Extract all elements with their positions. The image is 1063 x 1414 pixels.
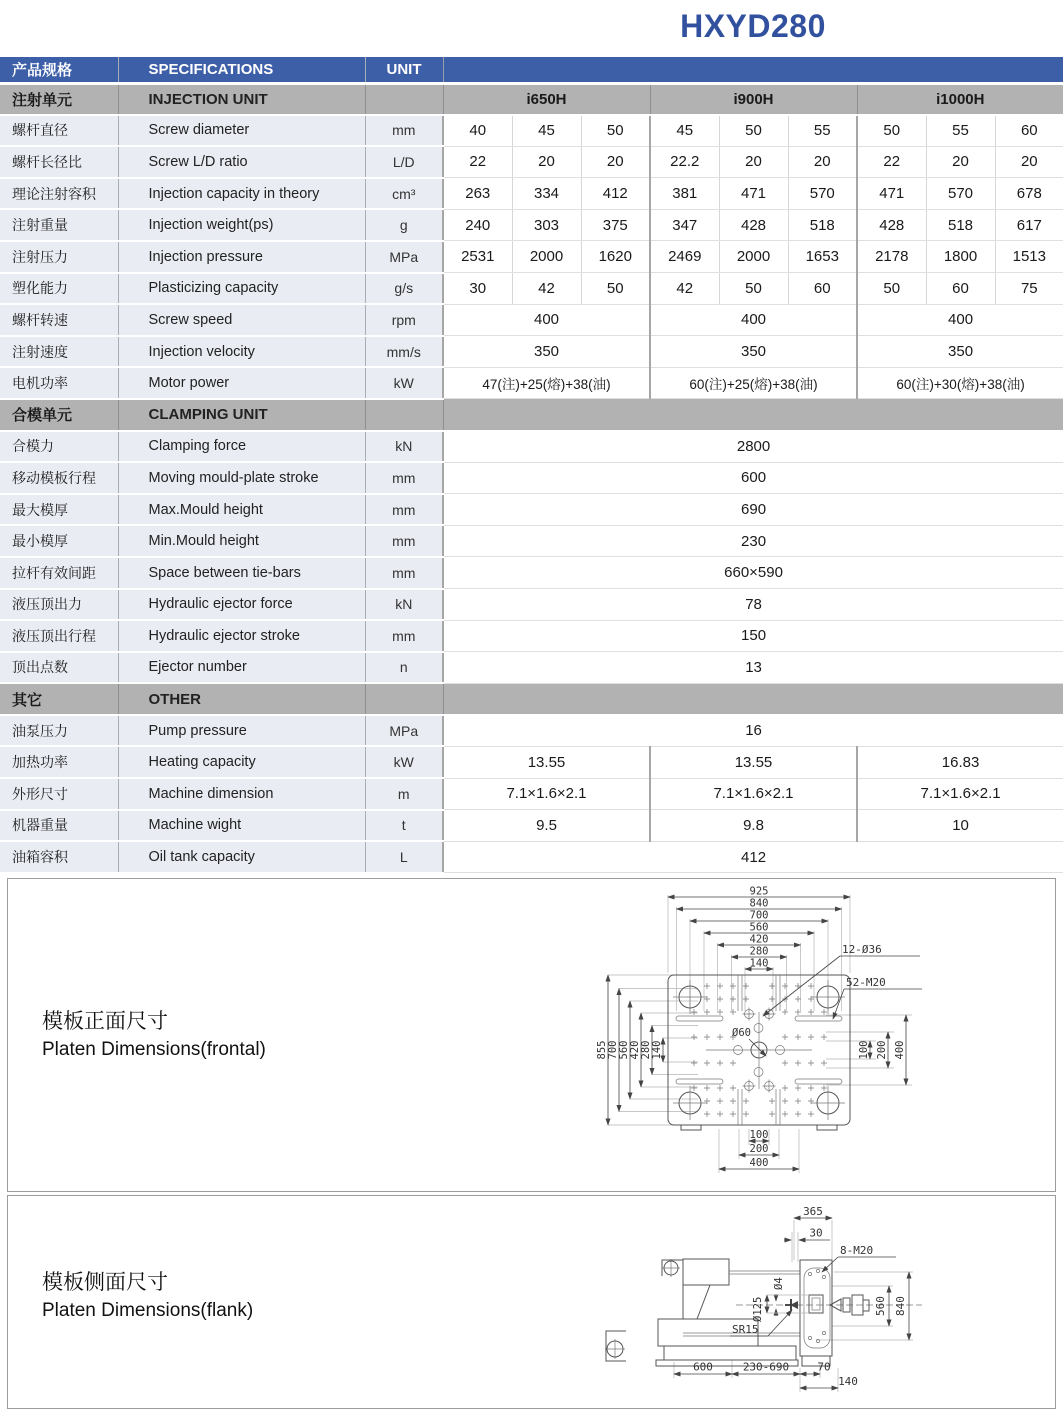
value-cell: 75 bbox=[995, 273, 1063, 305]
value-cell: 2531 bbox=[443, 241, 512, 273]
table-row bbox=[0, 620, 1063, 652]
value-cell: 570 bbox=[926, 178, 995, 210]
header-spacer bbox=[443, 57, 1063, 83]
value-cell: 45 bbox=[650, 115, 719, 147]
spec-label-en: Clamping force bbox=[118, 431, 365, 463]
value-cell: 40 bbox=[443, 115, 512, 147]
section-en: OTHER bbox=[118, 683, 365, 715]
unit-cell: rpm bbox=[365, 304, 443, 336]
value-cell: 2469 bbox=[650, 241, 719, 273]
flank-label bbox=[42, 1268, 253, 1324]
value-cell: 60 bbox=[788, 273, 857, 305]
unit-cell: n bbox=[365, 652, 443, 684]
model-header-i900h: i900H bbox=[650, 83, 857, 115]
flank-title-en: Platen Dimensions(flank) bbox=[42, 1299, 254, 1321]
value-cell: 660×590 bbox=[443, 557, 1063, 589]
value-cell: 20 bbox=[581, 146, 650, 178]
value-cell: 13.55 bbox=[650, 746, 857, 778]
spec-label-cn: 螺杆转速 bbox=[0, 304, 118, 336]
value-cell: 20 bbox=[995, 146, 1063, 178]
center-hole-callout: Ø60 bbox=[732, 1026, 751, 1039]
dim-label: Ø125 bbox=[752, 1296, 764, 1322]
value-cell: 78 bbox=[443, 589, 1063, 621]
dim-label: 840 bbox=[894, 1295, 907, 1316]
unit-cell: mm bbox=[365, 115, 443, 147]
spec-label-cn: 外形尺寸 bbox=[0, 778, 118, 810]
value-cell: 412 bbox=[581, 178, 650, 210]
dimension-labels bbox=[596, 885, 906, 1169]
empty-cell bbox=[365, 399, 443, 431]
spec-label-cn: 螺杆直径 bbox=[0, 115, 118, 147]
table-header-row bbox=[0, 57, 1063, 83]
unit-cell: kN bbox=[365, 589, 443, 621]
frontal-title-en: Platen Dimensions(frontal) bbox=[42, 1038, 266, 1060]
spec-label-en: Hydraulic ejector force bbox=[118, 589, 365, 621]
value-cell: 400 bbox=[857, 304, 1063, 336]
table-row bbox=[0, 146, 1063, 178]
value-cell: 7.1×1.6×2.1 bbox=[650, 778, 857, 810]
value-cell: 2000 bbox=[512, 241, 581, 273]
spec-label-en: Screw speed bbox=[118, 304, 365, 336]
spec-label-en: Space between tie-bars bbox=[118, 557, 365, 589]
spec-label-cn: 液压顶出力 bbox=[0, 589, 118, 621]
value-cell: 428 bbox=[857, 209, 926, 241]
spec-label-en: Plasticizing capacity bbox=[118, 273, 365, 305]
empty-cell bbox=[443, 399, 1063, 431]
value-cell: 22 bbox=[857, 146, 926, 178]
spec-label-en: Oil tank capacity bbox=[118, 841, 365, 873]
value-cell: 1620 bbox=[581, 241, 650, 273]
value-cell: 50 bbox=[719, 273, 788, 305]
unit-cell: kN bbox=[365, 431, 443, 463]
unit-cell: t bbox=[365, 810, 443, 842]
value-cell: 55 bbox=[926, 115, 995, 147]
spec-label-en: Moving mould-plate stroke bbox=[118, 462, 365, 494]
spec-label-cn: 塑化能力 bbox=[0, 273, 118, 305]
spec-label-en: Machine dimension bbox=[118, 778, 365, 810]
tapped-holes-callout: 8-M20 bbox=[840, 1243, 874, 1257]
flank-drawing-panel bbox=[7, 1195, 1056, 1409]
value-cell: 428 bbox=[719, 209, 788, 241]
spec-label-en: Pump pressure bbox=[118, 715, 365, 747]
empty-cell bbox=[443, 683, 1063, 715]
dim-label: 700 bbox=[607, 1040, 619, 1060]
value-cell: 9.8 bbox=[650, 810, 857, 842]
value-cell: 42 bbox=[512, 273, 581, 305]
table-row bbox=[0, 841, 1063, 873]
unit-cell: kW bbox=[365, 746, 443, 778]
value-cell: 13 bbox=[443, 652, 1063, 684]
frontal-drawing-panel bbox=[7, 878, 1056, 1192]
table-row bbox=[0, 715, 1063, 747]
value-cell: 375 bbox=[581, 209, 650, 241]
value-cell: 471 bbox=[719, 178, 788, 210]
table-row bbox=[0, 304, 1063, 336]
flank-drawing-svg bbox=[586, 1202, 1006, 1402]
table-row bbox=[0, 115, 1063, 147]
spec-label-cn: 拉杆有效间距 bbox=[0, 557, 118, 589]
value-cell: 2178 bbox=[857, 241, 926, 273]
dim-label: 30 bbox=[809, 1226, 823, 1240]
value-cell: 400 bbox=[443, 304, 650, 336]
unit-cell: mm bbox=[365, 525, 443, 557]
dim-label: 560 bbox=[874, 1295, 887, 1316]
value-cell: 10 bbox=[857, 810, 1063, 842]
section-cn: 注射单元 bbox=[0, 83, 118, 115]
dim-label: 700 bbox=[749, 909, 769, 922]
value-cell: 42 bbox=[650, 273, 719, 305]
value-cell: 600 bbox=[443, 462, 1063, 494]
spec-label-en: Motor power bbox=[118, 367, 365, 399]
dim-label: 200 bbox=[876, 1040, 888, 1060]
unit-cell: m bbox=[365, 778, 443, 810]
spec-label-cn: 加热功率 bbox=[0, 746, 118, 778]
table-row bbox=[0, 778, 1063, 810]
empty-cell bbox=[365, 83, 443, 115]
table-row bbox=[0, 525, 1063, 557]
spec-label-cn: 移动模板行程 bbox=[0, 462, 118, 494]
value-cell: 50 bbox=[581, 115, 650, 147]
value-cell: 350 bbox=[857, 336, 1063, 368]
spec-label-cn: 注射重量 bbox=[0, 209, 118, 241]
header-unit: UNIT bbox=[365, 57, 443, 83]
dim-label: 200 bbox=[749, 1142, 769, 1155]
value-cell: 1653 bbox=[788, 241, 857, 273]
dim-label: 420 bbox=[629, 1040, 641, 1060]
dim-label: 100 bbox=[749, 1128, 769, 1141]
unit-cell: MPa bbox=[365, 241, 443, 273]
spec-label-cn: 螺杆长径比 bbox=[0, 146, 118, 178]
dim-label: 140 bbox=[651, 1040, 663, 1060]
spec-label-cn: 最大模厚 bbox=[0, 494, 118, 526]
dim-label: 600 bbox=[693, 1360, 713, 1374]
value-cell: 2000 bbox=[719, 241, 788, 273]
value-cell: 20 bbox=[719, 146, 788, 178]
dim-label: Ø4 bbox=[773, 1277, 785, 1290]
unit-cell: L bbox=[365, 841, 443, 873]
dim-label: 855 bbox=[596, 1040, 608, 1060]
value-cell: 7.1×1.6×2.1 bbox=[857, 778, 1063, 810]
spec-label-cn: 油箱容积 bbox=[0, 841, 118, 873]
spec-label-en: Screw diameter bbox=[118, 115, 365, 147]
table-row bbox=[0, 273, 1063, 305]
value-cell: 60 bbox=[926, 273, 995, 305]
spec-label-en: Injection weight(ps) bbox=[118, 209, 365, 241]
spec-label-en: Heating capacity bbox=[118, 746, 365, 778]
value-cell: 13.55 bbox=[443, 746, 650, 778]
dim-label: 420 bbox=[749, 933, 769, 946]
spec-label-en: Max.Mould height bbox=[118, 494, 365, 526]
spec-label-en: Hydraulic ejector stroke bbox=[118, 620, 365, 652]
dim-label: 70 bbox=[817, 1360, 831, 1374]
section-row-clamping bbox=[0, 399, 1063, 431]
unit-cell: kW bbox=[365, 367, 443, 399]
frontal-title-cn: 模板正面尺寸 bbox=[42, 1009, 168, 1033]
value-cell: 1800 bbox=[926, 241, 995, 273]
spec-label-cn: 液压顶出行程 bbox=[0, 620, 118, 652]
value-cell: 381 bbox=[650, 178, 719, 210]
dim-label: 280 bbox=[640, 1040, 652, 1060]
value-cell: 20 bbox=[512, 146, 581, 178]
dim-label: 365 bbox=[803, 1204, 823, 1218]
value-cell: 60 bbox=[995, 115, 1063, 147]
value-cell: 347 bbox=[650, 209, 719, 241]
value-cell: 1513 bbox=[995, 241, 1063, 273]
section-row-injection bbox=[0, 83, 1063, 115]
value-cell: 690 bbox=[443, 494, 1063, 526]
table-row bbox=[0, 178, 1063, 210]
table-row bbox=[0, 462, 1063, 494]
table-row bbox=[0, 209, 1063, 241]
section-en: INJECTION UNIT bbox=[118, 83, 365, 115]
dim-label: 400 bbox=[894, 1040, 906, 1060]
tie-bar-holes-callout: 12-Ø36 bbox=[842, 942, 882, 956]
value-cell: 60(注)+30(熔)+38(油) bbox=[857, 367, 1063, 399]
value-cell: 50 bbox=[857, 273, 926, 305]
value-cell: 518 bbox=[788, 209, 857, 241]
dim-label: 140 bbox=[838, 1374, 858, 1388]
unit-cell: L/D bbox=[365, 146, 443, 178]
section-row-other bbox=[0, 683, 1063, 715]
table-row bbox=[0, 336, 1063, 368]
page-title: HXYD280 bbox=[680, 8, 826, 44]
spec-label-en: Min.Mould height bbox=[118, 525, 365, 557]
spec-label-cn: 合模力 bbox=[0, 431, 118, 463]
spec-label-cn: 注射速度 bbox=[0, 336, 118, 368]
value-cell: 230 bbox=[443, 525, 1063, 557]
value-cell: 570 bbox=[788, 178, 857, 210]
header-specifications: SPECIFICATIONS bbox=[118, 57, 365, 83]
spec-label-en: Screw L/D ratio bbox=[118, 146, 365, 178]
value-cell: 617 bbox=[995, 209, 1063, 241]
model-header-i650h: i650H bbox=[443, 83, 650, 115]
value-cell: 9.5 bbox=[443, 810, 650, 842]
title-bar bbox=[0, 0, 1063, 57]
dim-label: 560 bbox=[618, 1040, 630, 1060]
value-cell: 60(注)+25(熔)+38(油) bbox=[650, 367, 857, 399]
table-row bbox=[0, 652, 1063, 684]
value-cell: 16.83 bbox=[857, 746, 1063, 778]
spec-label-cn: 油泵压力 bbox=[0, 715, 118, 747]
dim-label: 280 bbox=[749, 945, 769, 958]
value-cell: 263 bbox=[443, 178, 512, 210]
radius-callout: SR15 bbox=[732, 1322, 759, 1336]
frontal-label bbox=[42, 1007, 266, 1063]
value-cell: 50 bbox=[581, 273, 650, 305]
value-cell: 50 bbox=[719, 115, 788, 147]
value-cell: 45 bbox=[512, 115, 581, 147]
value-cell: 20 bbox=[926, 146, 995, 178]
value-cell: 20 bbox=[788, 146, 857, 178]
unit-cell: mm/s bbox=[365, 336, 443, 368]
spec-label-cn: 机器重量 bbox=[0, 810, 118, 842]
value-cell: 150 bbox=[443, 620, 1063, 652]
dim-label: 140 bbox=[749, 957, 769, 970]
value-cell: 350 bbox=[650, 336, 857, 368]
spec-label-en: Injection pressure bbox=[118, 241, 365, 273]
unit-cell: cm³ bbox=[365, 178, 443, 210]
value-cell: 50 bbox=[857, 115, 926, 147]
value-cell: 412 bbox=[443, 841, 1063, 873]
spec-label-en: Ejector number bbox=[118, 652, 365, 684]
value-cell: 400 bbox=[650, 304, 857, 336]
table-row bbox=[0, 367, 1063, 399]
unit-cell: g bbox=[365, 209, 443, 241]
value-cell: 22 bbox=[443, 146, 512, 178]
section-cn: 其它 bbox=[0, 683, 118, 715]
dim-label: 925 bbox=[749, 885, 769, 898]
value-cell: 678 bbox=[995, 178, 1063, 210]
value-cell: 240 bbox=[443, 209, 512, 241]
table-row bbox=[0, 810, 1063, 842]
section-cn: 合模单元 bbox=[0, 399, 118, 431]
spec-label-en: Machine wight bbox=[118, 810, 365, 842]
spec-label-en: Injection capacity in theory bbox=[118, 178, 365, 210]
value-cell: 471 bbox=[857, 178, 926, 210]
dim-label: 400 bbox=[749, 1156, 769, 1169]
frontal-drawing-svg bbox=[586, 883, 1006, 1189]
value-cell: 2800 bbox=[443, 431, 1063, 463]
value-cell: 55 bbox=[788, 115, 857, 147]
unit-cell: mm bbox=[365, 462, 443, 494]
unit-cell: MPa bbox=[365, 715, 443, 747]
dim-label: 560 bbox=[749, 921, 769, 934]
spec-label-en: Injection velocity bbox=[118, 336, 365, 368]
unit-cell: mm bbox=[365, 620, 443, 652]
spec-label-cn: 顶出点数 bbox=[0, 652, 118, 684]
unit-cell: mm bbox=[365, 557, 443, 589]
unit-cell: g/s bbox=[365, 273, 443, 305]
table-row bbox=[0, 494, 1063, 526]
dim-label: 840 bbox=[749, 897, 769, 910]
table-row bbox=[0, 431, 1063, 463]
value-cell: 303 bbox=[512, 209, 581, 241]
specifications-table bbox=[0, 57, 1063, 874]
spec-label-cn: 注射压力 bbox=[0, 241, 118, 273]
table-row bbox=[0, 241, 1063, 273]
value-cell: 16 bbox=[443, 715, 1063, 747]
value-cell: 22.2 bbox=[650, 146, 719, 178]
value-cell: 334 bbox=[512, 178, 581, 210]
value-cell: 350 bbox=[443, 336, 650, 368]
table-row bbox=[0, 557, 1063, 589]
value-cell: 518 bbox=[926, 209, 995, 241]
value-cell: 7.1×1.6×2.1 bbox=[443, 778, 650, 810]
spec-label-cn: 理论注射容积 bbox=[0, 178, 118, 210]
section-en: CLAMPING UNIT bbox=[118, 399, 365, 431]
dim-label: 230-690 bbox=[742, 1360, 790, 1374]
flank-title-cn: 模板侧面尺寸 bbox=[42, 1270, 168, 1294]
model-header-i1000h: i1000H bbox=[857, 83, 1063, 115]
dim-label: 100 bbox=[858, 1040, 870, 1060]
tapped-holes-callout: 52-M20 bbox=[846, 975, 886, 989]
empty-cell bbox=[365, 683, 443, 715]
table-row bbox=[0, 589, 1063, 621]
value-cell: 30 bbox=[443, 273, 512, 305]
center-hole bbox=[706, 1012, 812, 1089]
header-cn: 产品规格 bbox=[0, 57, 118, 83]
spec-label-cn: 最小模厚 bbox=[0, 525, 118, 557]
spec-label-cn: 电机功率 bbox=[0, 367, 118, 399]
table-row bbox=[0, 746, 1063, 778]
unit-cell: mm bbox=[365, 494, 443, 526]
value-cell: 47(注)+25(熔)+38(油) bbox=[443, 367, 650, 399]
